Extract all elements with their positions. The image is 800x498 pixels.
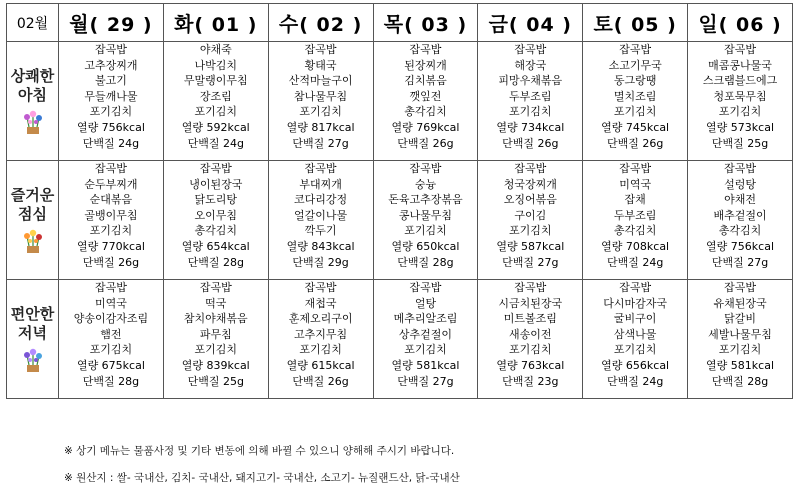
header-row (7, 4, 793, 42)
dish-item: 닭도리탕 (194, 193, 238, 207)
dish-item: 순대볶음 (89, 193, 133, 207)
calorie-value: 열량 650kcal (391, 239, 460, 253)
protein-value: 단백질 24g (187, 136, 244, 150)
protein-value: 단백질 24g (82, 136, 140, 150)
dish-item: 포기김치 (613, 105, 657, 119)
menu-cell (478, 42, 583, 161)
menu-cell (59, 161, 164, 280)
protein-value: 단백질 27g (397, 374, 454, 388)
meal-row-breakfast (7, 42, 793, 161)
dish-item: 구이김 (514, 208, 547, 222)
dish-item: 스크램블드에그 (702, 74, 778, 88)
dish-item: 오징어볶음 (503, 193, 557, 207)
dish-item: 잡곡밥 (409, 162, 442, 175)
dish-item: 나박김치 (194, 58, 238, 72)
protein-value: 단백질 28g (711, 374, 769, 388)
dish-item: 무말랭이무침 (183, 74, 248, 88)
dish-item: 유채된장국 (713, 296, 767, 310)
dish-item: 골뱅이무침 (84, 208, 138, 222)
dish-item: 설렁탕 (724, 177, 756, 191)
dish-item: 햄전 (100, 327, 122, 341)
dish-item: 얼탕 (414, 296, 437, 310)
dish-item: 잡곡밥 (409, 43, 442, 56)
dish-item: 피망우채볶음 (498, 74, 563, 88)
dish-item: 굴비구이 (613, 312, 657, 326)
menu-cell (163, 280, 268, 399)
protein-value: 단백질 25g (187, 374, 244, 388)
dish-item: 콩나물무침 (398, 208, 453, 222)
dish-item: 고추장찌개 (84, 58, 138, 72)
dish-item: 두부조림 (613, 208, 657, 222)
dish-item: 장조림 (199, 89, 232, 103)
dish-item: 훈제오리구이 (288, 312, 353, 326)
dish-item: 깻잎전 (409, 89, 442, 103)
dish-item: 잡곡밥 (304, 281, 337, 294)
menu-cell (688, 42, 793, 161)
meal-label-line1: 편안한 (10, 305, 55, 323)
dish-item: 잡곡밥 (199, 281, 232, 294)
dish-item: 해장국 (514, 58, 547, 72)
calorie-value: 열량 756kcal (706, 239, 775, 253)
dish-item: 미트볼조림 (503, 312, 557, 326)
dish-item: 떡국 (205, 296, 227, 310)
day-header-sun: 일( 06 ) (688, 4, 793, 42)
protein-value: 단백질 26g (292, 374, 349, 388)
protein-value: 단백질 25g (711, 136, 769, 150)
menu-cell (59, 42, 164, 161)
dish-item: 불고기 (94, 74, 127, 88)
menu-cell (373, 280, 478, 399)
dish-item: 산적마늘구이 (288, 74, 353, 88)
flowers-pot-icon (20, 109, 46, 135)
day-header-thu: 목( 03 ) (373, 4, 478, 42)
dish-item: 포기김치 (89, 105, 133, 119)
dish-item: 포기김치 (404, 343, 447, 357)
notice-line: ※ 상기 메뉴는 물품사정 및 기타 변동에 의해 바뀔 수 있으니 양해해 주시기 바랍니다. (64, 445, 455, 457)
protein-value: 단백질 24g (606, 374, 664, 388)
meal-label-line2: 점심 (18, 205, 47, 223)
menu-cell (373, 161, 478, 280)
calorie-value: 열량 769kcal (391, 120, 460, 134)
dish-item: 잡곡밥 (304, 43, 337, 56)
dish-item: 순두부찌개 (84, 177, 138, 191)
dish-item: 포기김치 (89, 224, 133, 238)
calorie-value: 열량 839kcal (181, 358, 250, 372)
dish-item: 포기김치 (718, 343, 762, 357)
dish-item: 포기김치 (613, 343, 657, 357)
dish-item: 야채죽 (199, 43, 232, 56)
dish-item: 황태국 (304, 58, 337, 72)
flowers-pot-icon (20, 347, 46, 373)
meal-label-dinner (7, 280, 59, 399)
dish-item: 부대찌개 (299, 177, 342, 191)
protein-value: 단백질 23g (502, 374, 559, 388)
dish-item: 포기김치 (404, 224, 447, 238)
dish-item: 잡곡밥 (199, 162, 232, 175)
protein-value: 단백질 26g (397, 136, 454, 150)
calorie-value: 열량 675kcal (76, 358, 145, 372)
dish-item: 잡곡밥 (619, 43, 652, 56)
calorie-value: 열량 587kcal (496, 239, 565, 253)
dish-item: 잡곡밥 (94, 43, 127, 56)
calorie-value: 열량 615kcal (286, 358, 355, 372)
dish-item: 포기김치 (509, 105, 552, 119)
dish-item: 매콤콩나물국 (708, 58, 772, 72)
dish-item: 코다리강정 (294, 193, 348, 207)
dish-item: 총각김치 (404, 105, 447, 119)
dish-item: 야채전 (724, 193, 756, 207)
protein-value: 단백질 26g (606, 136, 664, 150)
dish-item: 상추겉절이 (398, 327, 453, 341)
dish-item: 잡곡밥 (514, 43, 547, 56)
dish-item: 메추리알조림 (393, 312, 458, 326)
dish-item: 참치야채볶음 (183, 312, 248, 326)
calorie-value: 열량 763kcal (496, 358, 565, 372)
protein-value: 단백질 26g (502, 136, 559, 150)
dish-item: 포기김치 (194, 343, 238, 357)
protein-value: 단백질 29g (292, 255, 349, 269)
dish-item: 총각김치 (718, 224, 762, 238)
dish-item: 새송이전 (509, 327, 552, 341)
day-header-wed: 수( 02 ) (268, 4, 373, 42)
day-header-mon: 월( 29 ) (59, 4, 164, 42)
dish-item: 포기김치 (509, 224, 552, 238)
dish-item: 미역국 (94, 296, 127, 310)
protein-value: 단백질 28g (187, 255, 244, 269)
calorie-value: 열량 843kcal (286, 239, 355, 253)
dish-item: 양송이감자조림 (73, 312, 149, 326)
meal-label-line1: 즐거운 (10, 186, 55, 204)
dish-item: 삼색나물 (613, 327, 657, 341)
menu-cell (583, 42, 688, 161)
calorie-value: 열량 734kcal (496, 120, 565, 134)
dish-item: 배추겉절이 (713, 208, 767, 222)
menu-cell (583, 161, 688, 280)
dish-item: 잡곡밥 (619, 281, 652, 294)
menu-cell (268, 42, 373, 161)
dish-item: 깍두기 (304, 224, 337, 238)
dish-item: 포기김치 (299, 343, 342, 357)
meal-row-lunch (7, 161, 793, 280)
dish-item: 파무침 (199, 327, 232, 341)
calorie-value: 열량 581kcal (706, 358, 775, 372)
menu-cell (478, 280, 583, 399)
calorie-value: 열량 770kcal (76, 239, 145, 253)
dish-item: 잡곡밥 (409, 281, 442, 294)
dish-item: 잡곡밥 (514, 281, 547, 294)
dish-item: 포기김치 (299, 105, 342, 119)
day-header-sat: 토( 05 ) (583, 4, 688, 42)
protein-value: 단백질 27g (292, 136, 349, 150)
day-header-tue: 화( 01 ) (163, 4, 268, 42)
menu-cell (268, 161, 373, 280)
dish-item: 동그랑땡 (613, 74, 657, 88)
dish-item: 시금치된장국 (498, 296, 563, 310)
dish-item: 잡곡밥 (724, 281, 756, 294)
dish-item: 얼갈이나물 (294, 208, 348, 222)
dish-item: 포기김치 (718, 105, 762, 119)
dish-item: 포기김치 (194, 105, 238, 119)
dish-item: 잡곡밥 (619, 162, 652, 175)
calorie-value: 열량 592kcal (181, 120, 250, 134)
dish-item: 오이무침 (194, 208, 238, 222)
dish-item: 총각김치 (194, 224, 238, 238)
meal-label-line2: 아침 (18, 86, 47, 104)
calorie-value: 열량 581kcal (391, 358, 460, 372)
dish-item: 참나물무침 (294, 89, 348, 103)
menu-cell (688, 161, 793, 280)
dish-item: 무들깨나물 (84, 89, 138, 103)
protein-value: 단백질 28g (397, 255, 454, 269)
dish-item: 소고기무국 (608, 58, 662, 72)
day-header-fri: 금( 04 ) (478, 4, 583, 42)
dish-item: 잡곡밥 (514, 162, 547, 175)
protein-value: 단백질 26g (82, 255, 140, 269)
dish-item: 고추지무침 (294, 327, 348, 341)
dish-item: 김치볶음 (404, 74, 447, 88)
dish-item: 청국장찌개 (503, 177, 557, 191)
dish-item: 포기김치 (89, 343, 133, 357)
protein-value: 단백질 28g (82, 374, 140, 388)
menu-cell (163, 161, 268, 280)
dish-item: 잡채 (624, 193, 646, 207)
dish-item: 포기김치 (509, 343, 552, 357)
dish-item: 숭늉 (414, 177, 437, 191)
dish-item: 잡곡밥 (94, 162, 127, 175)
calorie-value: 열량 817kcal (286, 120, 355, 134)
dish-item: 총각김치 (613, 224, 657, 238)
calorie-value: 열량 756kcal (76, 120, 145, 134)
dish-item: 재첩국 (304, 296, 337, 310)
dish-item: 된장찌개 (404, 58, 447, 72)
menu-cell (373, 42, 478, 161)
meal-label-lunch (7, 161, 59, 280)
dish-item: 세발나물무침 (708, 327, 772, 341)
dish-item: 닭갈비 (724, 312, 756, 326)
menu-cell (268, 280, 373, 399)
month-label: 02월 (7, 4, 59, 42)
dish-item: 청포묵무침 (713, 89, 767, 103)
dish-item: 잡곡밥 (94, 281, 127, 294)
dish-item: 다시마감자국 (603, 296, 668, 310)
meal-row-dinner (7, 280, 793, 399)
menu-cell (478, 161, 583, 280)
calorie-value: 열량 708kcal (601, 239, 670, 253)
meal-label-breakfast (7, 42, 59, 161)
menu-cell (583, 280, 688, 399)
dish-item: 잡곡밥 (304, 162, 337, 175)
meal-label-line1: 상쾌한 (10, 67, 55, 85)
origin-line: ※ 원산지 : 쌀- 국내산, 김치- 국내산, 돼지고기- 국내산, 소고기- 뉴질랜드산, 닭-국내산 (64, 472, 460, 484)
calorie-value: 열량 745kcal (601, 120, 670, 134)
menu-cell (688, 280, 793, 399)
meal-label-line2: 저녁 (18, 324, 47, 342)
dish-item: 잡곡밥 (724, 43, 756, 56)
menu-cell (59, 280, 164, 399)
dish-item: 돈육고추장볶음 (388, 193, 463, 207)
calorie-value: 열량 656kcal (601, 358, 670, 372)
dish-item: 냉이된장국 (189, 177, 243, 191)
dish-item: 두부조림 (509, 89, 552, 103)
dish-item: 잡곡밥 (724, 162, 756, 175)
menu-cell (163, 42, 268, 161)
dish-item: 미역국 (619, 177, 652, 191)
protein-value: 단백질 27g (502, 255, 559, 269)
calorie-value: 열량 654kcal (181, 239, 250, 253)
dish-item: 멸치조림 (613, 89, 657, 103)
flowers-pot-icon (20, 228, 46, 254)
protein-value: 단백질 27g (711, 255, 769, 269)
calorie-value: 열량 573kcal (706, 120, 775, 134)
protein-value: 단백질 24g (606, 255, 664, 269)
weekly-menu-table (6, 3, 793, 399)
